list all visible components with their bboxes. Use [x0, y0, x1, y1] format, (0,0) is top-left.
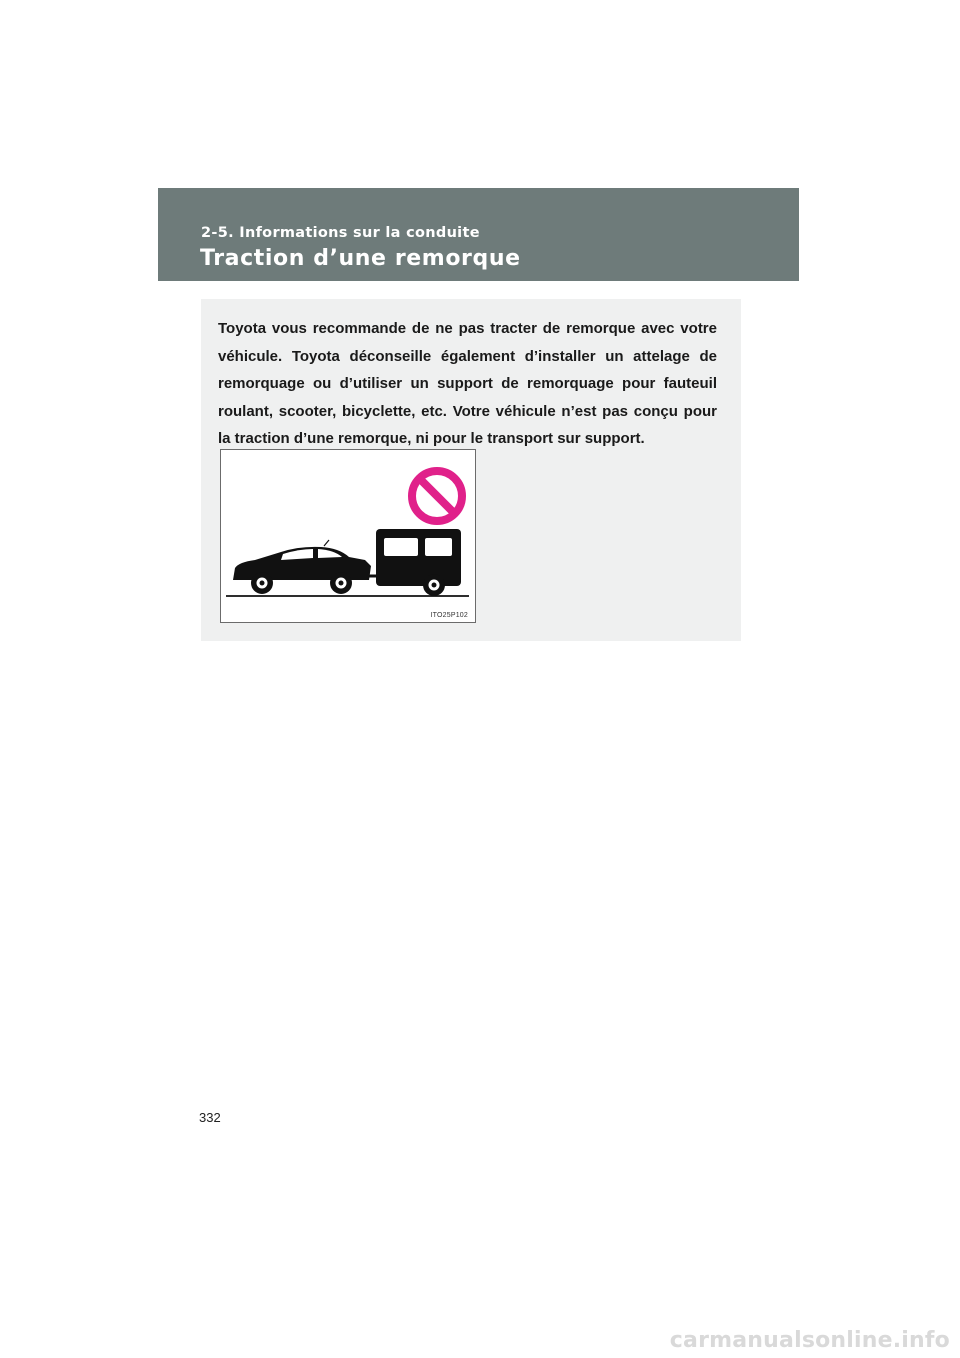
page-title: Traction d’une remorque — [200, 246, 521, 271]
section-label: 2-5. Informations sur la conduite — [201, 225, 480, 241]
watermark: carmanualsonline.info — [669, 1328, 950, 1353]
page-number: 332 — [199, 1110, 221, 1125]
notice-box — [201, 299, 741, 641]
trailer-icon — [376, 529, 461, 596]
section-header — [158, 188, 799, 281]
towing-illustration — [220, 449, 476, 623]
prohibition-icon — [412, 471, 462, 521]
figure-code: ITO25P102 — [430, 612, 468, 619]
car-icon — [233, 540, 371, 594]
notice-text: Toyota vous recommande de ne pas tracter de remorque avec votre véhicule. Toyota déconseille également d’installer un attelage de remorquage ou d’utiliser un support de remorquage pour fauteuil roulant, scooter, bicyclette, etc. Votre véhicule n’est pas conçu pour la traction d’une remorque, ni pour le transport sur support. — [218, 320, 717, 447]
